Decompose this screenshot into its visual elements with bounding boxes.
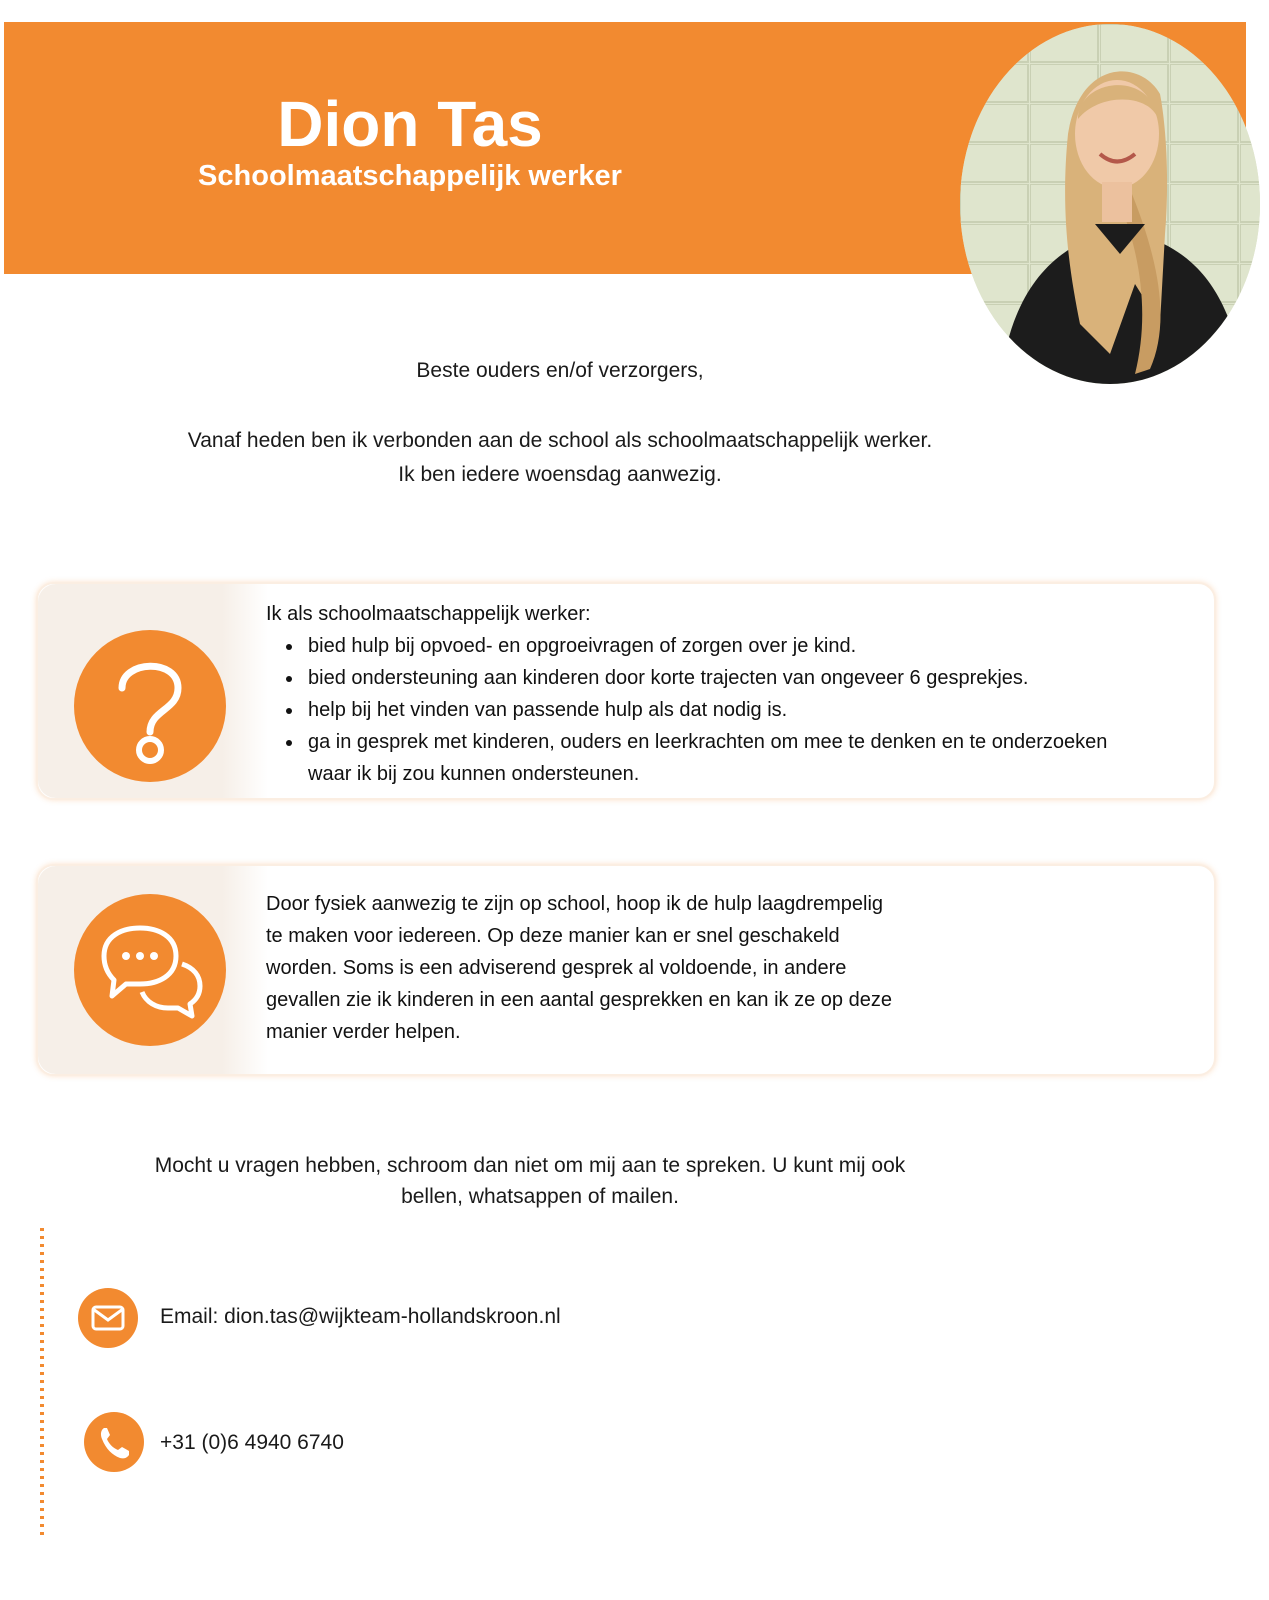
- tasks-list: [266, 630, 1196, 790]
- presence-line: te maken voor iedereen. Op deze manier kan er snel geschakeld: [266, 925, 840, 947]
- intro-line-1: Vanaf heden ben ik verbonden aan de school als schoolmaatschappelijk werker.: [187, 429, 933, 452]
- email-address[interactable]: Email: dion.tas@wijkteam-hollandskroon.nl: [160, 1305, 561, 1328]
- phone-number[interactable]: +31 (0)6 4940 6740: [160, 1431, 344, 1454]
- presence-line: worden. Soms is een adviserend gesprek al voldoende, in andere: [266, 957, 847, 979]
- phone-icon: [84, 1412, 144, 1472]
- presence-line: manier verder helpen.: [266, 1021, 461, 1043]
- profile-photo: [960, 24, 1260, 384]
- presence-line: gevallen zie ik kinderen in een aantal gesprekken en kan ik ze op deze: [266, 989, 892, 1011]
- chat-bubbles-icon: [74, 894, 226, 1046]
- dotted-divider: [40, 1228, 44, 1540]
- greeting: Beste ouders en/of verzorgers,: [416, 359, 704, 382]
- presence-line: Door fysiek aanwezig te zijn op school, hoop ik de hulp laagdrempelig: [266, 893, 884, 915]
- list-item: • bied ondersteuning aan kinderen door korte trajecten van ongeveer 6 gesprekjes.: [304, 662, 1196, 694]
- email-icon: [78, 1288, 138, 1348]
- list-item: • bied hulp bij opvoed- en opgroeivragen of zorgen over je kind.: [304, 630, 1196, 662]
- tasks-heading: Ik als schoolmaatschappelijk werker:: [266, 603, 591, 625]
- closing-line-1: Mocht u vragen hebben, schroom dan niet om mij aan te spreken. U kunt mij ook: [154, 1154, 906, 1177]
- list-item: • help bij het vinden van passende hulp als dat nodig is.: [304, 694, 1196, 726]
- tasks-text: [266, 598, 1196, 790]
- person-role: Schoolmaatschappelijk werker: [198, 160, 622, 192]
- intro-line-2: Ik ben iedere woensdag aanwezig.: [398, 463, 722, 486]
- info-card-tasks: [36, 582, 1216, 800]
- person-name: Dion Tas: [277, 88, 543, 160]
- closing-line-2: bellen, whatsappen of mailen.: [401, 1185, 679, 1208]
- question-icon: [74, 630, 226, 782]
- presence-text: [266, 888, 1166, 1048]
- list-item: • ga in gesprek met kinderen, ouders en leerkrachten om mee te denken en te onderzoeken waar ik bij zou kunnen ondersteunen.: [304, 726, 1128, 790]
- info-card-presence: [36, 864, 1216, 1076]
